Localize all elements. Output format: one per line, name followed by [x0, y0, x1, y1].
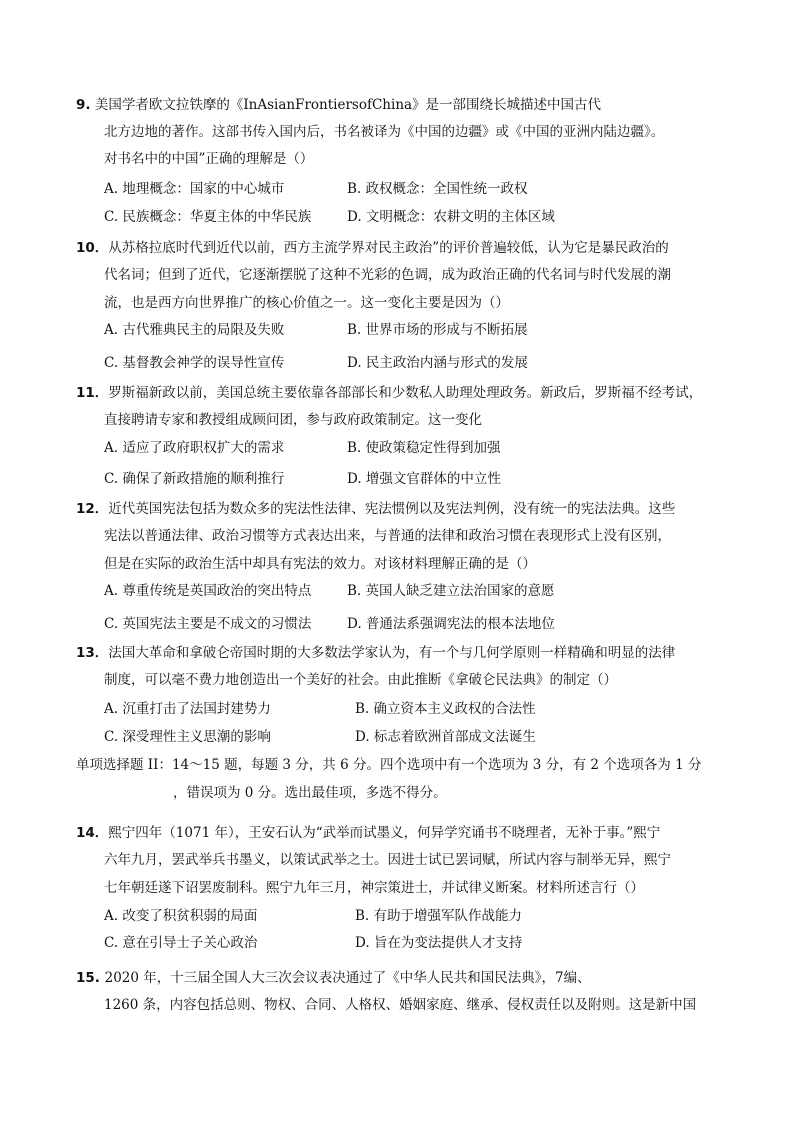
q12-line-3: 但是在实际的政治生活中却具有宪法的效力。对该材料理解正确的是（） — [104, 556, 536, 572]
q13-option-d: D. 标志着欧洲首部成文法诞生 — [355, 729, 536, 745]
q10-option-c: C. 基督教会神学的误导性宣传 — [104, 355, 285, 371]
q13-option-a: A. 沉重打击了法国封建势力 — [104, 701, 271, 717]
q11-option-b: B. 使政策稳定性得到加强 — [347, 440, 501, 456]
q9-line-1 — [76, 96, 601, 114]
q9-number: 9. — [76, 97, 91, 113]
q10-option-b: B. 世界市场的形成与不断拓展 — [347, 322, 528, 338]
q12-line-2: 宪法以普通法律、政治习惯等方式表达出来，与普通的法律和政治习惯在表现形式上没有区别， — [104, 528, 671, 544]
q14-line-1 — [76, 824, 660, 842]
q11-option-c: C. 确保了新政措施的顺利推行 — [104, 471, 285, 487]
q13-text-1: 法国大革命和拿破仑帝国时期的大多数法学家认为，有一个与几何学原则一样精确和明显的法律 — [108, 645, 676, 661]
q9-text-1: 美国学者欧文拉铁摩的《InAsianFrontiersofChina》是一部围绕长城描述中国古代 — [94, 97, 602, 113]
q13-line-1 — [76, 644, 675, 662]
q9-option-d: D. 文明概念：农耕文明的主体区域 — [347, 209, 555, 225]
q10-line-2: 代名词；但到了近代，它逐渐摆脱了这种不光彩的色调，成为政治正确的代名词与时代发展的潮 — [104, 267, 671, 283]
q12-line-1 — [76, 500, 675, 518]
q15-number: 15. — [76, 970, 105, 986]
q13-option-b: B. 确立资本主义政权的合法性 — [355, 701, 536, 717]
q9-option-b: B. 政权概念：全国性统一政权 — [347, 181, 528, 197]
q12-option-a: A. 尊重传统是英国政治的突出特点 — [104, 583, 312, 599]
q9-option-c: C. 民族概念：华夏主体的中华民族 — [104, 209, 312, 225]
q11-option-a: A. 适应了政府职权扩大的需求 — [104, 440, 285, 456]
q11-option-d: D. 增强文官群体的中立性 — [347, 471, 501, 487]
q13-line-2: 制度，可以毫不费力地创造出一个美好的社会。由此推断《拿破仑民法典》的制定（） — [104, 672, 617, 688]
q9-line-2: 北方边地的著作。这部书传入国内后，书名被译为《中国的边疆》或《中国的亚洲内陆边疆》。 — [104, 124, 665, 140]
q11-number: 11． — [76, 385, 109, 401]
q11-line-2: 直接聘请专家和教授组成顾问团，参与政府政策制定。这一变化 — [104, 412, 482, 428]
q15-text-1: 2020 年，十三届全国人大三次会议表决通过了《中华人民共和国民法典》，7编、 — [104, 970, 591, 986]
q10-line-1 — [76, 239, 669, 257]
q12-option-c: C. 英国宪法主要是不成文的习惯法 — [104, 616, 312, 632]
q15-line-1 — [76, 969, 591, 987]
q10-text-1: 从苏格拉底时代到近代以前，西方主流学界对民主政治”的评价普遍较低，认为它是暴民政治的 — [108, 240, 669, 256]
q14-text-1: 熙宁四年（1071 年），王安石认为“武举而试墨义，何异学究诵书不晓理者，无补于事。”熙宁 — [108, 825, 661, 841]
q13-option-c: C. 深受理性主义思潮的影响 — [104, 729, 271, 745]
q9-line-3: 对书名中的中国”正确的理解是（） — [104, 151, 314, 167]
q10-line-3: 流，也是西方向世界推广的核心价值之一。这一变化主要是因为（） — [104, 295, 509, 311]
q12-number: 12． — [76, 501, 109, 517]
q14-line-3: 七年朝廷遂下诏罢废制科。熙宁九年三月，神宗策进士，并试律义断案。材料所述言行（） — [104, 880, 644, 896]
q10-option-a: A. 古代雅典民主的局限及失败 — [104, 322, 285, 338]
q12-text-1: 近代英国宪法包括为数众多的宪法性法律、宪法惯例以及宪法判例，没有统一的宪法法典。这些 — [108, 501, 676, 517]
section-heading-line-1: 单项选择题 II：14～15 题，每题 3 分，共 6 分。四个选项中有一个选项为 3 分，有 2 个选项各为 1 分 — [76, 757, 702, 773]
q14-number: 14． — [76, 825, 109, 841]
q12-option-d: D. 普通法系强调宪法的根本法地位 — [347, 616, 555, 632]
q13-number: 13． — [76, 645, 109, 661]
q12-option-b: B. 英国人缺乏建立法治国家的意愿 — [347, 583, 555, 599]
q14-option-c: C. 意在引导士子关心政治 — [104, 935, 258, 951]
q14-line-2: 六年九月，罢武举兵书墨义，以策试武举之士。因进士试已罢词赋，所试内容与制举无异，熙宁 — [104, 852, 671, 868]
q14-option-d: D. 旨在为变法提供人才支持 — [355, 935, 523, 951]
q11-line-1 — [76, 384, 702, 402]
q14-option-a: A. 改变了积贫积弱的局面 — [104, 908, 258, 924]
section-heading-line-2: ，错误项为 0 分。选出最佳项，多选不得分。 — [173, 785, 447, 801]
q10-option-d: D. 民主政治内涵与形式的发展 — [347, 355, 528, 371]
q11-text-1: 罗斯福新政以前，美国总统主要依靠各部部长和少数私人助理处理政务。新政后，罗斯福不经考试， — [108, 385, 703, 401]
q14-option-b: B. 有助于增强军队作战能力 — [355, 908, 523, 924]
q9-option-a: A. 地理概念：国家的中心城市 — [104, 181, 285, 197]
q10-number: 10． — [76, 240, 109, 256]
q15-line-2: 1260 条，内容包括总则、物权、合同、人格权、婚姻家庭、继承、侵权责任以及附则。这是新中国 — [104, 997, 697, 1013]
